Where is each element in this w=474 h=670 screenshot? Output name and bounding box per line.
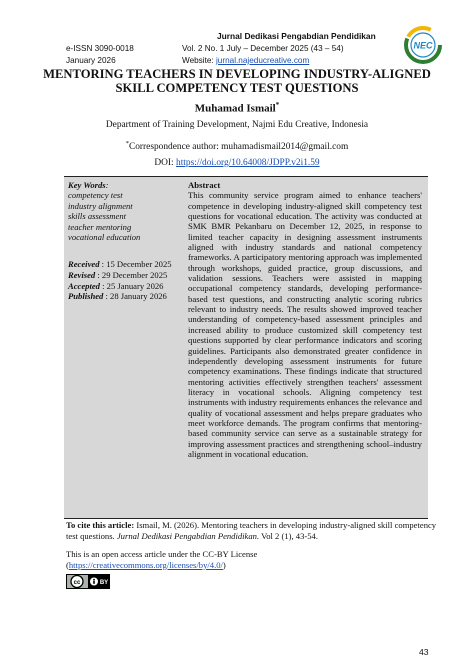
author-line: [40, 101, 434, 115]
date-value: : 29 December 2025: [97, 270, 168, 281]
cite-label: To cite this article:: [66, 520, 135, 530]
keywords-label: Key Words: [68, 180, 106, 190]
title-line-2: SKILL COMPETENCY TEST QUESTIONS: [115, 81, 359, 95]
abstract-text: This community service program aimed to enhance teachers' competence in developing industry-aligned skill competency test questions for vocational education. The activity was conducted at SMK BMR Pekanbaru on December 12, 2025, in response to limited teacher capacity in designing assessment instruments aligned with industry standards and national competency frameworks. A participatory mentoring approach was implemented through workshops, guided practice, group discussions, and validation sessions. Teachers were assisted in mapping occupational competency standards, developing performance-based test questions, and constructing analytic scoring rubrics relevant to industry needs. The results showed improved teacher understanding of competency-based assessment principles and increased ability to produce customized skill competency test questions supported by clear performance indicators and scoring guidelines. Participants also demonstrated greater confidence in independently developing assessment instruments for future competency examinations. These findings indicate that structured mentoring activities effectively strengthen teachers' assessment literacy in vocational schools. Aligning competency test instruments with industry requirements enhances the relevance and quality of vocational assessment and helps prepare graduates who meet workforce demands. The program confirms that mentoring-based community service can serve as a sustainable strategy for improving assessment practices and strengthening school–industry alignment in vocational education.: [188, 190, 422, 459]
date-value: : 25 January 2026: [102, 280, 164, 291]
affiliation: Department of Training Development, Najmi Edu Creative, Indonesia: [105, 120, 369, 130]
volume-info: Vol. 2 No. 1 July – December 2025 (43 – 54): [182, 44, 344, 53]
license-paren-open: (: [66, 559, 69, 570]
correspondence: Correspondence author: muhamadismail2014@gmail.com: [128, 142, 349, 153]
page-number: 43: [419, 647, 429, 657]
website-link[interactable]: jurnal.najeducreative.com: [215, 56, 310, 65]
license-link-line: [66, 560, 438, 571]
date-accepted: [68, 281, 180, 292]
date-value: : 15 December 2025: [101, 259, 172, 270]
svg-text:cc: cc: [73, 579, 81, 586]
issue-date: January 2026: [66, 56, 116, 65]
cite-tail: Vol 2 (1), 43-54.: [261, 530, 319, 541]
correspondence-mark: *: [125, 140, 129, 147]
date-published: [68, 291, 180, 302]
correspondence-line: [40, 140, 434, 152]
date-label: Received: [68, 259, 100, 270]
author-name: Muhamad Ismail: [194, 102, 276, 115]
cite-text: Ismail, M. (2026). Mentoring teachers in developing industry-aligned skill competency test questions.: [66, 520, 437, 541]
header-middle: [182, 43, 344, 67]
keywords-column: [68, 180, 180, 302]
date-label: Revised: [68, 270, 96, 281]
svg-text:BY: BY: [99, 580, 109, 586]
license-paren-close: ): [222, 559, 226, 570]
keyword: teacher mentoring: [68, 221, 132, 232]
keywords-list: [68, 190, 180, 242]
logo-text: NEC: [413, 40, 433, 51]
keywords-heading: [68, 180, 180, 190]
abstract-heading: Abstract: [188, 180, 221, 190]
doi-label: DOI:: [154, 158, 176, 168]
abstract-column: [188, 180, 422, 459]
date-received: [68, 259, 180, 270]
date-revised: [68, 270, 180, 281]
article-title: [40, 67, 434, 95]
license-link[interactable]: https://creativecommons.org/licenses/by/4.0/: [68, 559, 223, 570]
date-label: Accepted: [68, 280, 100, 291]
doi-line: [40, 158, 434, 168]
website-label: Website:: [182, 56, 216, 65]
keyword: vocational education: [68, 232, 141, 243]
header-left: [66, 43, 134, 67]
doi-link[interactable]: https://doi.org/10.64008/JDPP.v2i1.59: [176, 158, 320, 168]
keywords-colon: :: [105, 180, 109, 190]
journal-name: Jurnal Dedikasi Pengabdian Pendidikan: [217, 31, 376, 41]
website-line: [182, 55, 344, 67]
eissn: e-ISSN 3090-0018: [66, 44, 134, 53]
date-value: : 28 January 2026: [105, 291, 167, 302]
cite-journal: Jurnal Dedikasi Pengabdian Pendidikan.: [116, 530, 260, 541]
license-notice: [66, 549, 438, 570]
citation: [66, 520, 438, 541]
abstract-box: [64, 176, 428, 519]
keyword: industry alignment: [68, 200, 133, 211]
license-text: This is an open access article under the CC-BY License: [66, 549, 258, 559]
title-line-1: MENTORING TEACHERS IN DEVELOPING INDUSTRY-ALIGNED: [43, 67, 431, 81]
keyword: competency test: [68, 190, 123, 201]
date-label: Published: [68, 291, 104, 302]
author-mark: *: [275, 101, 280, 109]
keyword: skills assessment: [68, 211, 127, 222]
journal-logo: [402, 24, 444, 66]
cc-by-badge[interactable]: [66, 574, 110, 589]
article-dates: [68, 259, 180, 301]
